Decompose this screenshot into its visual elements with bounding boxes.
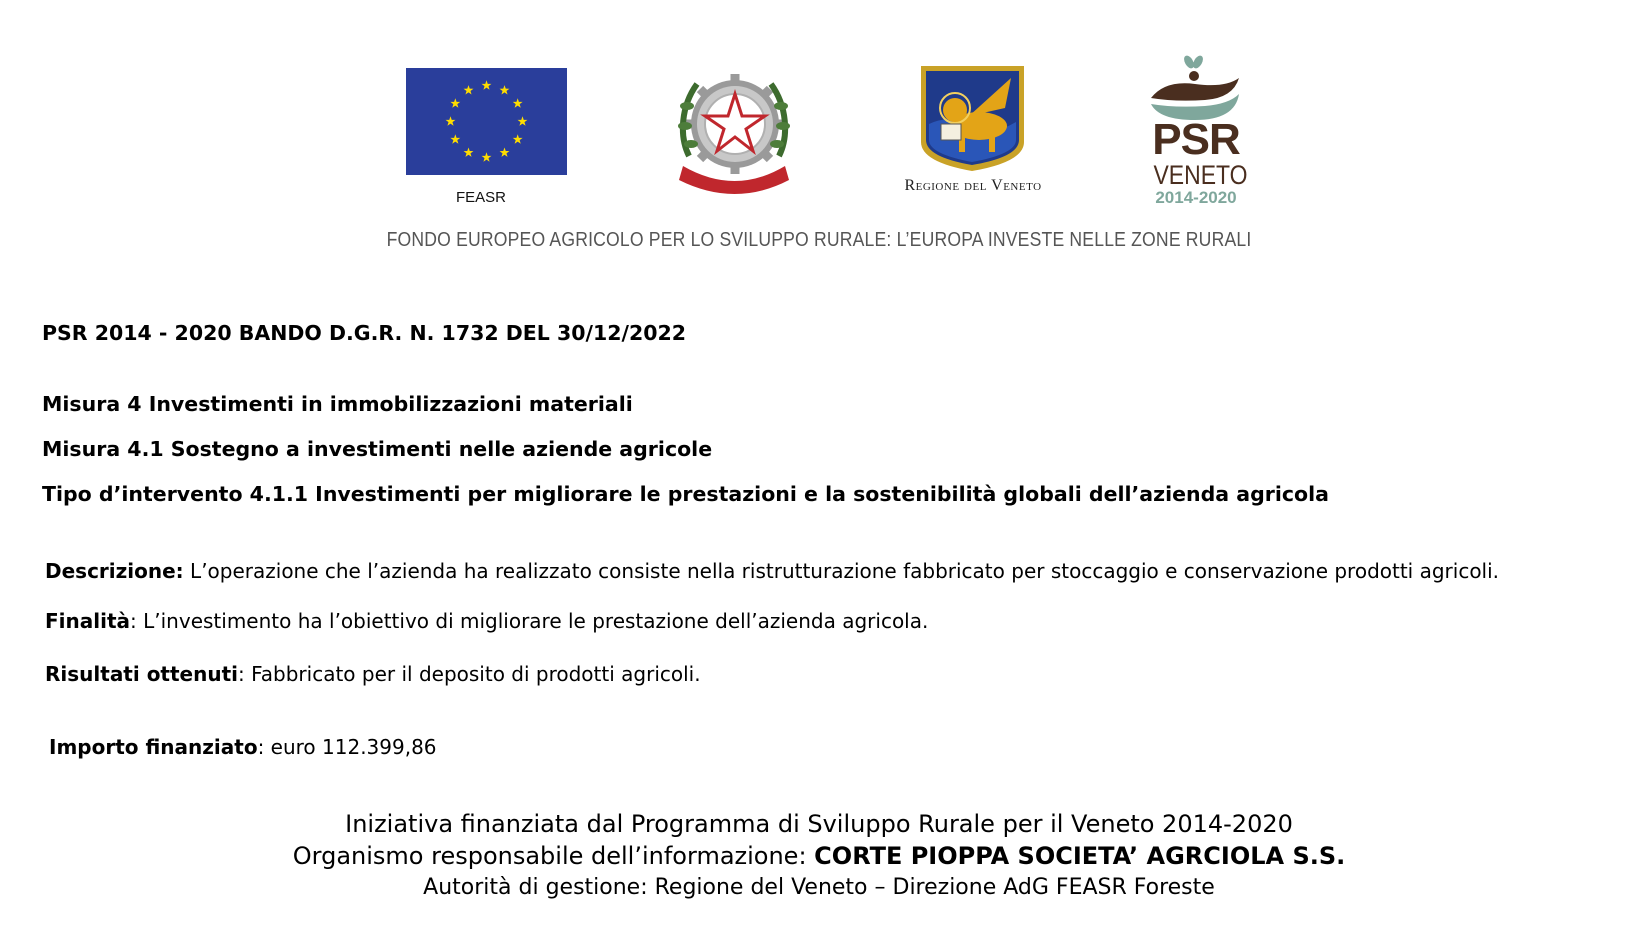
misura-4-1-heading: Misura 4.1 Sostegno a investimenti nelle aziende agricole <box>42 437 713 461</box>
footer-line-1: Iniziativa finanziata dal Programma di Sviluppo Rurale per il Veneto 2014-2020 <box>345 810 1293 838</box>
footer-organismo-name: CORTE PIOPPA SOCIETA’ AGRCIOLA S.S. <box>814 842 1346 870</box>
lion-of-st-mark-icon <box>919 64 1026 173</box>
finalita-label: Finalità <box>45 609 131 633</box>
risultati-label: Risultati ottenuti <box>45 662 239 686</box>
psr-wordmark-line2: VENETO <box>1153 160 1248 190</box>
finalita-row <box>45 609 928 633</box>
feasr-caption: FEASR <box>455 189 506 206</box>
descrizione-label: Descrizione: <box>45 559 184 583</box>
footer-line-2 <box>0 842 1638 870</box>
bando-title: PSR 2014 - 2020 BANDO D.G.R. N. 1732 DEL 30/12/2022 <box>42 321 687 345</box>
descrizione-value: L’operazione che l’azienda ha realizzato consiste nella ristrutturazione fabbricato per stoccaggio e conservazione prodotti agricoli. <box>183 559 1500 583</box>
descrizione-row <box>45 559 1499 583</box>
risultati-value: : Fabbricato per il deposito di prodotti agricoli. <box>238 662 701 686</box>
psr-wordmark-line3: 2014-2020 <box>1155 188 1237 207</box>
importo-row <box>49 735 437 759</box>
regione-veneto-caption: Regione del Veneto <box>904 177 1042 194</box>
footer-line-3: Autorità di gestione: Regione del Veneto – Direzione AdG FEASR Foreste <box>423 875 1215 900</box>
importo-value: : euro 112.399,86 <box>257 735 437 759</box>
tipo-intervento-heading: Tipo d’intervento 4.1.1 Investimenti per migliorare le prestazioni e la sostenibilità globali dell’azienda agricola <box>42 482 1329 506</box>
psr-wordmark-line1: PSR <box>1152 115 1240 164</box>
risultati-row <box>45 662 701 686</box>
footer-organismo-label: Organismo responsabile dell’informazione: <box>292 842 815 870</box>
misura-4-heading: Misura 4 Investimenti in immobilizzazioni materiali <box>42 392 633 416</box>
repubblica-italiana-emblem-icon <box>675 66 793 196</box>
eu-flag-icon <box>406 68 567 175</box>
finalita-value: : L’investimento ha l’obiettivo di migliorare le prestazione dell’azienda agricola. <box>130 609 929 633</box>
psr-veneto-wordmark <box>1146 115 1248 208</box>
fondo-tagline: FONDO EUROPEO AGRICOLO PER LO SVILUPPO RURALE: L’EUROPA INVESTE NELLE ZONE RURALI <box>386 229 1252 251</box>
importo-label: Importo finanziato <box>49 735 258 759</box>
